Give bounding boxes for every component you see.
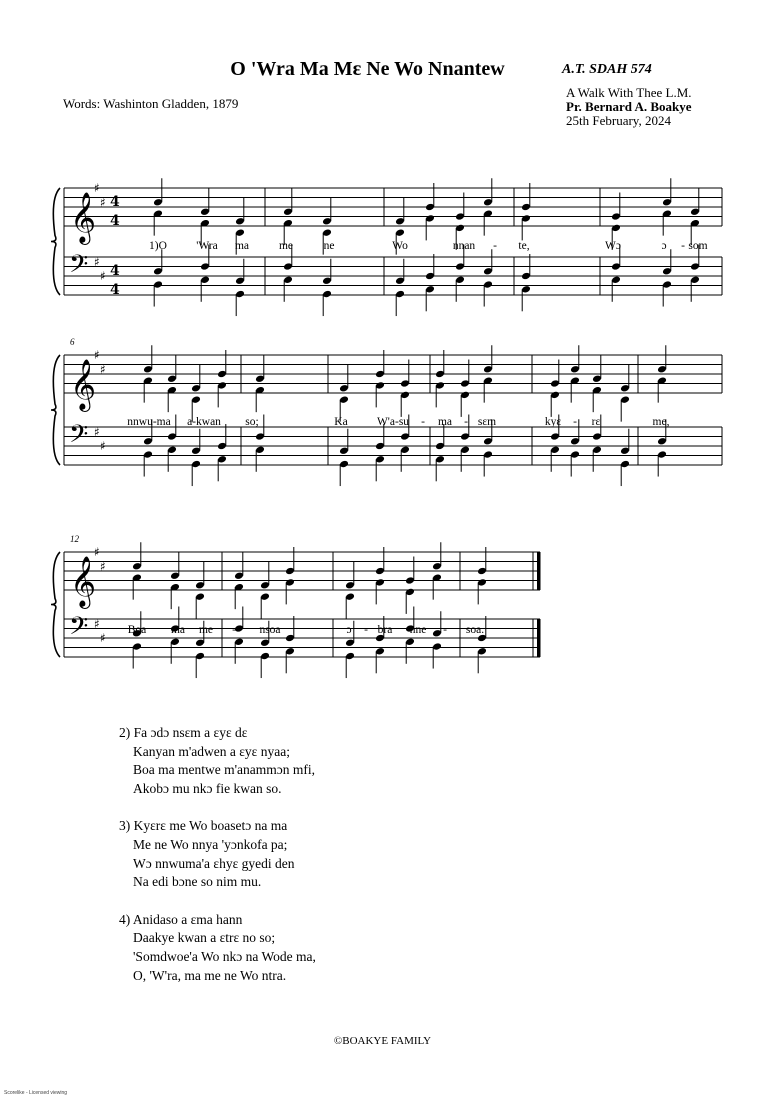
lyric-syllable: kyɛ [544, 416, 562, 428]
verses-block [119, 724, 316, 1004]
time-signature-top: 4 [110, 194, 120, 211]
lyric-syllable: me [198, 624, 214, 636]
verse-line: Kanyan m'adwen a ɛyɛ nyaa; [133, 743, 290, 759]
verse-2 [119, 724, 316, 798]
lyric-syllable: soa. [465, 624, 485, 636]
sharp-icon: ♯ [100, 195, 106, 210]
sharp-icon: ♯ [94, 254, 100, 269]
sharp-icon: ♯ [94, 616, 100, 631]
lyric-syllable: - [232, 624, 236, 636]
lyric-syllable: ma [437, 416, 453, 428]
sharp-icon: ♯ [94, 348, 100, 362]
verse-line: 3) Kyɛrɛ me Wo boasetɔ na ma [119, 818, 288, 834]
time-signature-top: 4 [110, 263, 120, 280]
time-signature-bottom: 4 [110, 213, 120, 230]
lyric-syllable: W'a-su [376, 416, 410, 428]
lyric-syllable: ɔ [346, 624, 352, 636]
verse-line: Na edi bɔne so nim mu. [133, 874, 262, 890]
verse-line: Wɔ nnwuma'a ɛhyɛ gyedi den [133, 855, 295, 871]
hymn-reference: A.T. SDAH 574 [562, 62, 652, 77]
lyric-syllable: ne [323, 240, 335, 252]
measure-number: 6 [70, 337, 75, 347]
date-line: 25th February, 2024 [566, 113, 671, 128]
verse-line: Me ne Wo nnya 'yɔnkofa pa; [133, 836, 288, 852]
lyric-syllable: ma [234, 240, 250, 252]
sharp-icon: ♯ [94, 545, 100, 559]
lyric-syllable: so; [245, 416, 259, 428]
brace [51, 355, 60, 465]
lyric-syllable: Ka [334, 416, 348, 428]
lyric-syllable: - [573, 416, 577, 428]
bass-clef-icon: 𝄢 [69, 612, 89, 647]
brace [51, 552, 60, 657]
page-title: O 'Wra Ma Mɛ Ne Wo Nnantew [230, 58, 505, 80]
lyric-syllable: Wɔ [605, 240, 621, 252]
lyric-syllable: - [681, 240, 685, 252]
copyright: ©BOAKYE FAMILY [333, 1035, 432, 1047]
lyric-syllable: rɛ [591, 416, 601, 428]
measure-number: 12 [70, 534, 79, 544]
verse-line: Boa ma mentwe m'anammɔn mfi, [133, 762, 316, 778]
lyric-syllable: nsoa [259, 624, 281, 636]
verse-line: 4) Anidaso a ɛma hann [119, 911, 243, 927]
lyric-syllable: me [278, 240, 294, 252]
treble-clef-icon: 𝄞 [70, 359, 97, 410]
arranger-credit: Pr. Bernard A. Boakye [566, 99, 692, 114]
lyric-syllable: - [443, 624, 447, 636]
sharp-icon: ♯ [100, 559, 106, 574]
lyric-syllable: nnwu-ma [127, 416, 171, 428]
lyric-syllable: te, [518, 240, 530, 252]
treble-clef-icon: 𝄞 [70, 192, 97, 243]
brace [51, 188, 60, 295]
words-credit: Words: Washinton Gladden, 1879 [63, 96, 239, 111]
lyric-syllable: ɔ [661, 240, 667, 252]
bass-clef-icon: 𝄢 [69, 420, 89, 455]
sharp-icon: ♯ [100, 362, 106, 377]
lyric-syllable: 'Wra [196, 240, 218, 252]
time-signature-bottom: 4 [110, 282, 120, 299]
lyric-syllable: 1)O [149, 240, 167, 252]
lyric-syllable: ma [170, 624, 186, 636]
sharp-icon: ♯ [100, 269, 106, 283]
software-note: Scorelike - Licensed viewing [4, 1090, 68, 1096]
lyric-syllable: - [464, 416, 468, 428]
sharp-icon: ♯ [94, 181, 100, 195]
lyric-syllable: - [493, 240, 497, 252]
lyric-syllable: Boa [127, 624, 147, 636]
lyric-syllable: me, [652, 416, 670, 428]
lyric-syllable: - [421, 416, 425, 428]
sharp-icon: ♯ [94, 424, 100, 439]
verse-line: 'Somdwoe'a Wo nkɔ na Wode ma, [133, 948, 316, 964]
bass-clef-icon: 𝄢 [69, 250, 89, 285]
verse-line: 2) Fa ɔdɔ nsɛm a ɛyɛ dɛ [119, 725, 248, 740]
verse-line: O, 'W'ra, ma me ne Wo ntra. [133, 967, 287, 983]
lyric-syllable: som [688, 240, 708, 252]
final-barline [537, 619, 540, 657]
verse-line: Daakye kwan a ɛtrɛ no so; [133, 930, 276, 946]
sharp-icon: ♯ [100, 631, 106, 645]
verse-line: Akobɔ mu nkɔ fie kwan so. [133, 780, 282, 796]
verse-4 [119, 911, 316, 985]
tune-line: A Walk With Thee L.M. [566, 85, 692, 100]
lyric-syllable: sɛm [477, 416, 497, 428]
final-barline [537, 552, 540, 590]
lyric-syllable: nnan [452, 240, 476, 252]
lyric-syllable: Wo [392, 240, 408, 252]
sharp-icon: ♯ [100, 439, 106, 453]
lyric-syllable: - [364, 624, 368, 636]
lyric-syllable: a-kwan [187, 416, 221, 428]
verse-3 [119, 817, 316, 891]
treble-clef-icon: 𝄞 [70, 556, 97, 607]
lyric-syllable: bra [377, 624, 393, 636]
lyric-syllable: nne [409, 624, 427, 636]
